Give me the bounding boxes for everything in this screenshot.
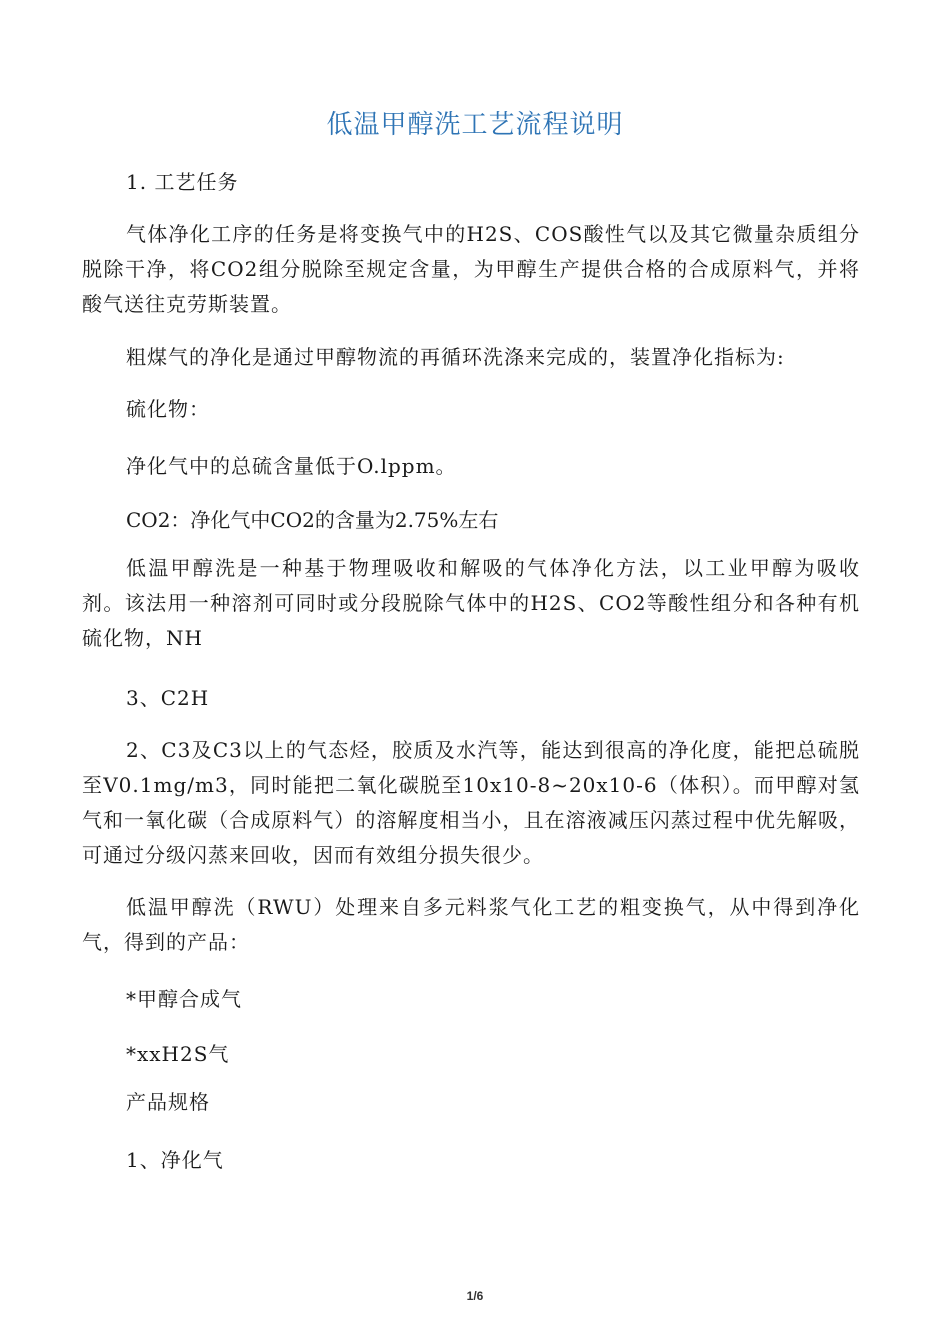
paragraph-hydrocarbons: 2、C3及C3以上的气态烃，胶质及水汽等，能达到很高的净化度，能把总硫脱至V0.1mg/m3，同时能把二氧化碳脱至10x10-8~20x10-6（体积）。而甲醇对氢气和一氧化碳（合成原料气）的溶解度相当小，且在溶液减压闪蒸过程中优先解吸，可通过分级闪蒸来回收，因而有效组分损失很少。	[82, 738, 860, 867]
document-title: 低温甲醇洗工艺流程说明	[326, 110, 624, 140]
paragraph-rwu: 低温甲醇洗（RWU）处理来自多元料浆气化工艺的粗变换气，从中得到净化气，得到的产品：	[82, 895, 860, 954]
line-product-h2s: *xxH2S气	[126, 1042, 230, 1066]
paragraph-purification: 粗煤气的净化是通过甲醇物流的再循环洗涤来完成的，装置净化指标为:	[126, 345, 785, 369]
line-product-spec: 产品规格	[126, 1090, 210, 1114]
line-product-syngas: *甲醇合成气	[126, 987, 242, 1011]
line-item-clean-gas: 1、净化气	[126, 1148, 224, 1172]
paragraph-task: 气体净化工序的任务是将变换气中的H2S、COS酸性气以及其它微量杂质组分脱除干净，将CO2组分脱除至规定含量，为甲醇生产提供合格的合成原料气，并将酸气送往克劳斯装置。	[82, 222, 860, 316]
section-heading: 1. 工艺任务	[126, 170, 239, 194]
line-co2: CO2：净化气中CO2的含量为2.75%左右	[126, 508, 499, 532]
page-number: 1/6	[466, 1289, 484, 1303]
paragraph-rectisol: 低温甲醇洗是一种基于物理吸收和解吸的气体净化方法，以工业甲醇为吸收剂。该法用一种溶剂可同时或分段脱除气体中的H2S、CO2等酸性组分和各种有机硫化物，NH	[82, 556, 860, 650]
line-sulfide: 硫化物：	[126, 397, 210, 421]
line-total-sulfur: 净化气中的总硫含量低于O.lppm。	[126, 454, 457, 478]
line-c2h: 3、C2H	[126, 686, 210, 710]
